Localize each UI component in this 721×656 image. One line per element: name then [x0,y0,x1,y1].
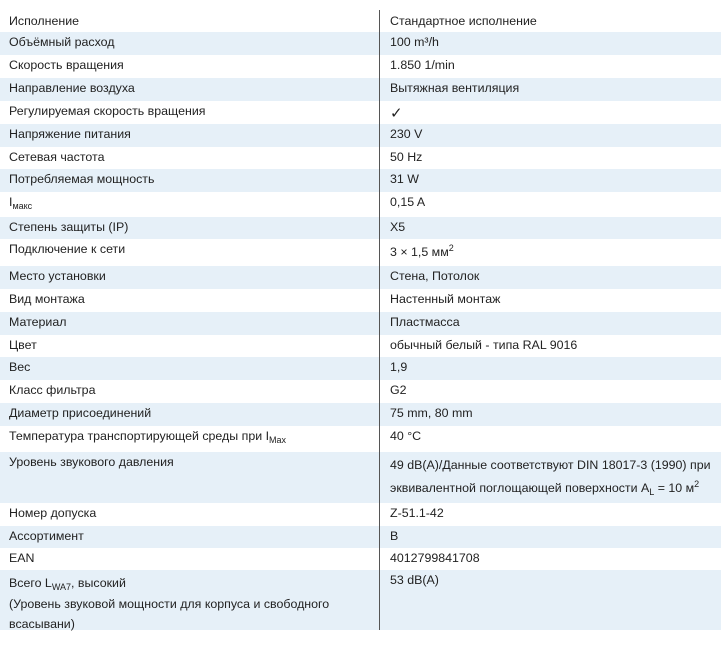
row-value [380,101,721,122]
row-value: 4012799841708 [390,551,480,565]
table-row [0,239,721,266]
table-row [0,357,721,380]
row-label: Ассортимент [0,526,380,548]
table-row [0,32,721,55]
row-value: B [390,529,399,543]
table-row [0,10,721,32]
row-value: Вытяжная вентиляция [390,81,520,95]
row-label: Скорость вращения [0,55,380,78]
table-row [0,101,721,124]
row-value: Z-51.1-42 [390,506,444,520]
table-row [0,124,721,147]
row-label: Подключение к сети [0,239,380,266]
checkmark-icon: ✓ [390,105,403,122]
row-label: Объёмный расход [0,32,380,55]
row-label: Направление воздуха [0,78,380,101]
row-value: обычный белый - типа RAL 9016 [390,338,578,352]
row-label: Цвет [0,335,380,357]
row-label: Напряжение питания [0,124,380,147]
table-row [0,452,721,503]
row-value: Стена, Потолок [390,269,480,283]
table-row [0,548,721,570]
table-row [0,312,721,335]
row-label: Диаметр присоединений [0,403,380,426]
row-value: G2 [390,383,407,397]
table-row [0,266,721,289]
table-row [0,147,721,169]
table-row [0,217,721,239]
row-label: Место установки [0,266,380,289]
table-row [0,289,721,312]
table-row [0,169,721,192]
row-label: EAN [0,548,380,570]
row-label: Класс фильтра [0,380,380,403]
row-value: 53 dB(A) [390,573,439,587]
row-label: Потребляемая мощность [0,169,380,192]
row-label: Температура транспортирующей среды при $I_{Max}$ [0,426,380,452]
table-row [0,570,721,630]
table-row [0,403,721,426]
row-value: Пластмасса [390,315,460,329]
row-label: $I_{макс}$ [0,192,380,217]
row-label: Вид монтажа [0,289,380,312]
table-row [0,55,721,78]
row-label: Уровень звукового давления [0,452,380,503]
row-label: Исполнение [0,10,380,32]
row-value: X5 [390,220,406,234]
row-value: 1.850 1/min [390,58,455,72]
table-row [0,380,721,403]
row-value: 230 V [390,127,423,141]
row-label: Вес [0,357,380,380]
row-value: 49 dB(A)/Данные соответствуют DIN 18017-3 (1990) при эквивалентной поглощающей поверхности $A_L = 10$ $м^2$ [390,458,711,497]
table-row [0,503,721,526]
row-value: Настенный монтаж [390,292,501,306]
table-row [0,192,721,217]
table-row [0,526,721,548]
row-label: Степень защиты (IP) [0,217,380,239]
row-value: 0,15 A [390,195,426,209]
row-label: Всего $L_{WA7}$, высокий (Уровень звуковой мощности для корпуса и свободного всасывани) [0,570,380,630]
row-value: 100 m³/h [390,35,439,49]
row-label: Материал [0,312,380,335]
row-value: 75 mm, 80 mm [390,406,473,420]
row-value: 31 W [390,172,419,186]
table-row [0,426,721,452]
row-value: 3 × 1,5 $мм^2$ [390,243,454,259]
table-row [0,335,721,357]
row-label: Номер допуска [0,503,380,526]
row-value: 1,9 [390,360,408,374]
row-value: 40 °C [390,429,422,443]
row-label: Сетевая частота [0,147,380,169]
table-row [0,78,721,101]
row-value: Стандартное исполнение [390,14,537,28]
row-label: Регулируемая скорость вращения [0,101,380,124]
row-value: 50 Hz [390,150,423,164]
